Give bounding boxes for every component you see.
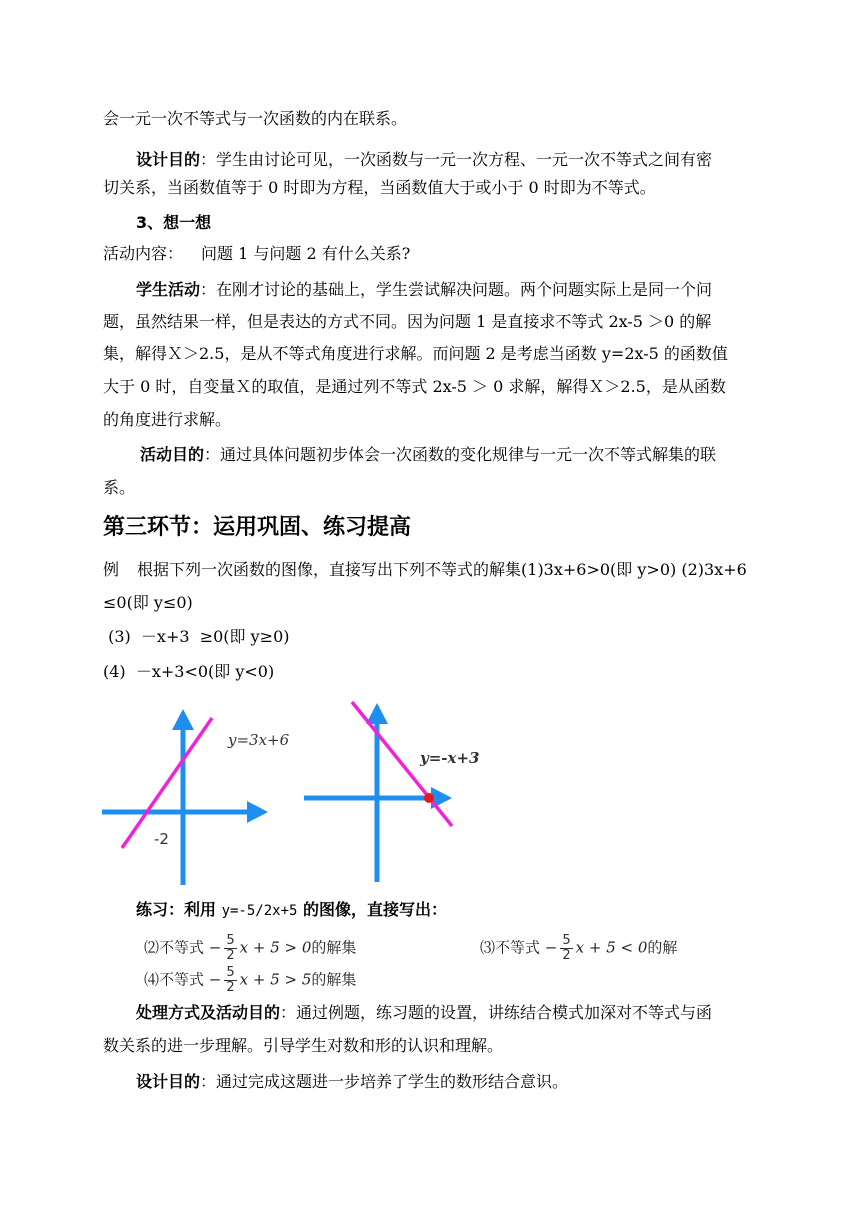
item-expression: x + 5 > 0 xyxy=(239,938,312,957)
paragraph-text: ：通过具体问题初步体会一次函数的变化规律与一元一次不等式解集的联 xyxy=(204,445,717,464)
text-line xyxy=(103,108,760,130)
text-line xyxy=(136,149,760,171)
y-axis-arrow-icon xyxy=(172,709,194,730)
example-label: 例 xyxy=(103,560,120,579)
fraction xyxy=(224,934,236,963)
function-label: y=-x+3 xyxy=(420,749,480,767)
subheading xyxy=(136,212,760,234)
fraction-num: 5 xyxy=(226,965,235,980)
paragraph-text: (3) －x+3 ≥0(即 y≥0) xyxy=(103,627,290,646)
x-intercept-dot xyxy=(424,793,434,803)
section-title: 第三环节：运用巩固、练习提高 xyxy=(103,515,412,540)
text-line xyxy=(136,279,760,301)
paragraph-text: ：通过完成这题进一步培养了学生的数形结合意识。 xyxy=(200,1072,569,1091)
label-handling-purpose: 处理方式及活动目的 xyxy=(136,1003,281,1022)
paragraph-text: ：通过例题，练习题的设置，讲练结合模式加深对不等式与函 xyxy=(280,1003,713,1022)
paragraph-text: 数关系的进一步理解。引导学生对数和形的认识和理解。 xyxy=(103,1036,504,1055)
text-line xyxy=(136,1002,760,1024)
text-line xyxy=(103,177,760,199)
paragraph-text: ：学生由讨论可见，一次函数与一元一次方程、一元一次不等式之间有密 xyxy=(200,150,713,169)
text-line xyxy=(103,477,760,499)
label-student-activity: 学生活动 xyxy=(136,280,201,299)
fraction xyxy=(560,934,572,963)
text-line xyxy=(103,311,760,333)
fraction-den: 2 xyxy=(226,980,235,995)
fraction xyxy=(224,966,236,995)
text-line xyxy=(103,592,760,614)
text-line xyxy=(103,409,760,431)
paragraph-text: 根据下列一次函数的图像，直接写出下列不等式的解集(1)3x+6>0(即 y>0) (2)3x+6 xyxy=(137,560,747,579)
exercise-label: 练习：利用 xyxy=(136,900,222,919)
x-axis-arrow-icon xyxy=(247,801,268,823)
paragraph-text: 切关系，当函数值等于 0 时即为方程，当函数值大于或小于 0 时即为不等式。 xyxy=(103,178,656,197)
item-suffix: 的解 xyxy=(647,938,678,957)
exercise-item-4 xyxy=(144,966,356,995)
paragraph-text: ：在刚才讨论的基础上，学生尝试解决问题。两个问题实际上是同一个问 xyxy=(200,280,713,299)
label-design-purpose: 设计目的 xyxy=(136,1072,201,1091)
paragraph-text: 系。 xyxy=(103,478,136,497)
exercise-item-2 xyxy=(144,934,356,963)
text-line xyxy=(136,1071,760,1093)
item-prefix: ⑶不等式 − xyxy=(480,938,558,957)
paragraph-text: 的角度进行求解。 xyxy=(103,410,232,429)
text-line xyxy=(103,1035,760,1057)
item-prefix: ⑷不等式 − xyxy=(144,970,222,989)
exercise-item-3 xyxy=(480,934,677,963)
text-line xyxy=(103,376,760,398)
graph-neg-x-plus-3 xyxy=(300,700,500,890)
paragraph-text: 大于 0 时，自变量Ｘ的取值，是通过列不等式 2x-5 ＞ 0 求解，解得Ｘ＞2.5，是从函数 xyxy=(103,377,726,396)
text-line xyxy=(103,343,760,365)
fraction-num: 5 xyxy=(226,933,235,948)
item-suffix: 的解集 xyxy=(311,938,357,957)
intercept-label: -2 xyxy=(154,830,169,848)
text-line xyxy=(103,559,760,581)
fraction-num: 5 xyxy=(562,933,571,948)
item-expression: x + 5 > 5 xyxy=(239,970,312,989)
paragraph-text: 问题 1 与问题 2 有什么关系? xyxy=(201,244,411,263)
text-line xyxy=(103,661,760,683)
subheading-text: 3、想一想 xyxy=(136,213,212,232)
item-prefix: ⑵不等式 − xyxy=(144,938,222,957)
paragraph-text: ≤0(即 y≤0) xyxy=(103,593,193,612)
fraction-den: 2 xyxy=(226,948,235,963)
paragraph-text: 会一元一次不等式与一次函数的内在联系。 xyxy=(103,109,408,128)
function-label: y=3x+6 xyxy=(228,731,290,749)
function-line xyxy=(122,718,212,848)
text-line xyxy=(140,444,760,466)
exercise-label-end: 的图像，直接写出： xyxy=(297,900,448,919)
paragraph-text: (4) －x+3<0(即 y<0) xyxy=(103,662,275,681)
paragraph-text: 集，解得Ｘ＞2.5，是从不等式角度进行求解。而问题 2 是考虑当函数 y=2x-5 的函数值 xyxy=(103,344,728,363)
label-activity-purpose: 活动目的 xyxy=(140,445,205,464)
text-line xyxy=(103,243,760,265)
label-design-purpose: 设计目的 xyxy=(136,150,201,169)
item-suffix: 的解集 xyxy=(311,970,357,989)
exercise-function: y=-5/2x+5 xyxy=(221,903,298,919)
item-expression: x + 5 < 0 xyxy=(575,938,648,957)
text-line xyxy=(103,626,760,648)
fraction-den: 2 xyxy=(562,948,571,963)
paragraph-text: 题，虽然结果一样，但是表达的方式不同。因为问题 1 是直接求不等式 2x-5 ＞0 的解 xyxy=(103,312,712,331)
exercise-heading xyxy=(136,899,760,922)
label-activity-content: 活动内容： xyxy=(103,244,184,263)
graph-3x-plus-6 xyxy=(102,700,292,890)
